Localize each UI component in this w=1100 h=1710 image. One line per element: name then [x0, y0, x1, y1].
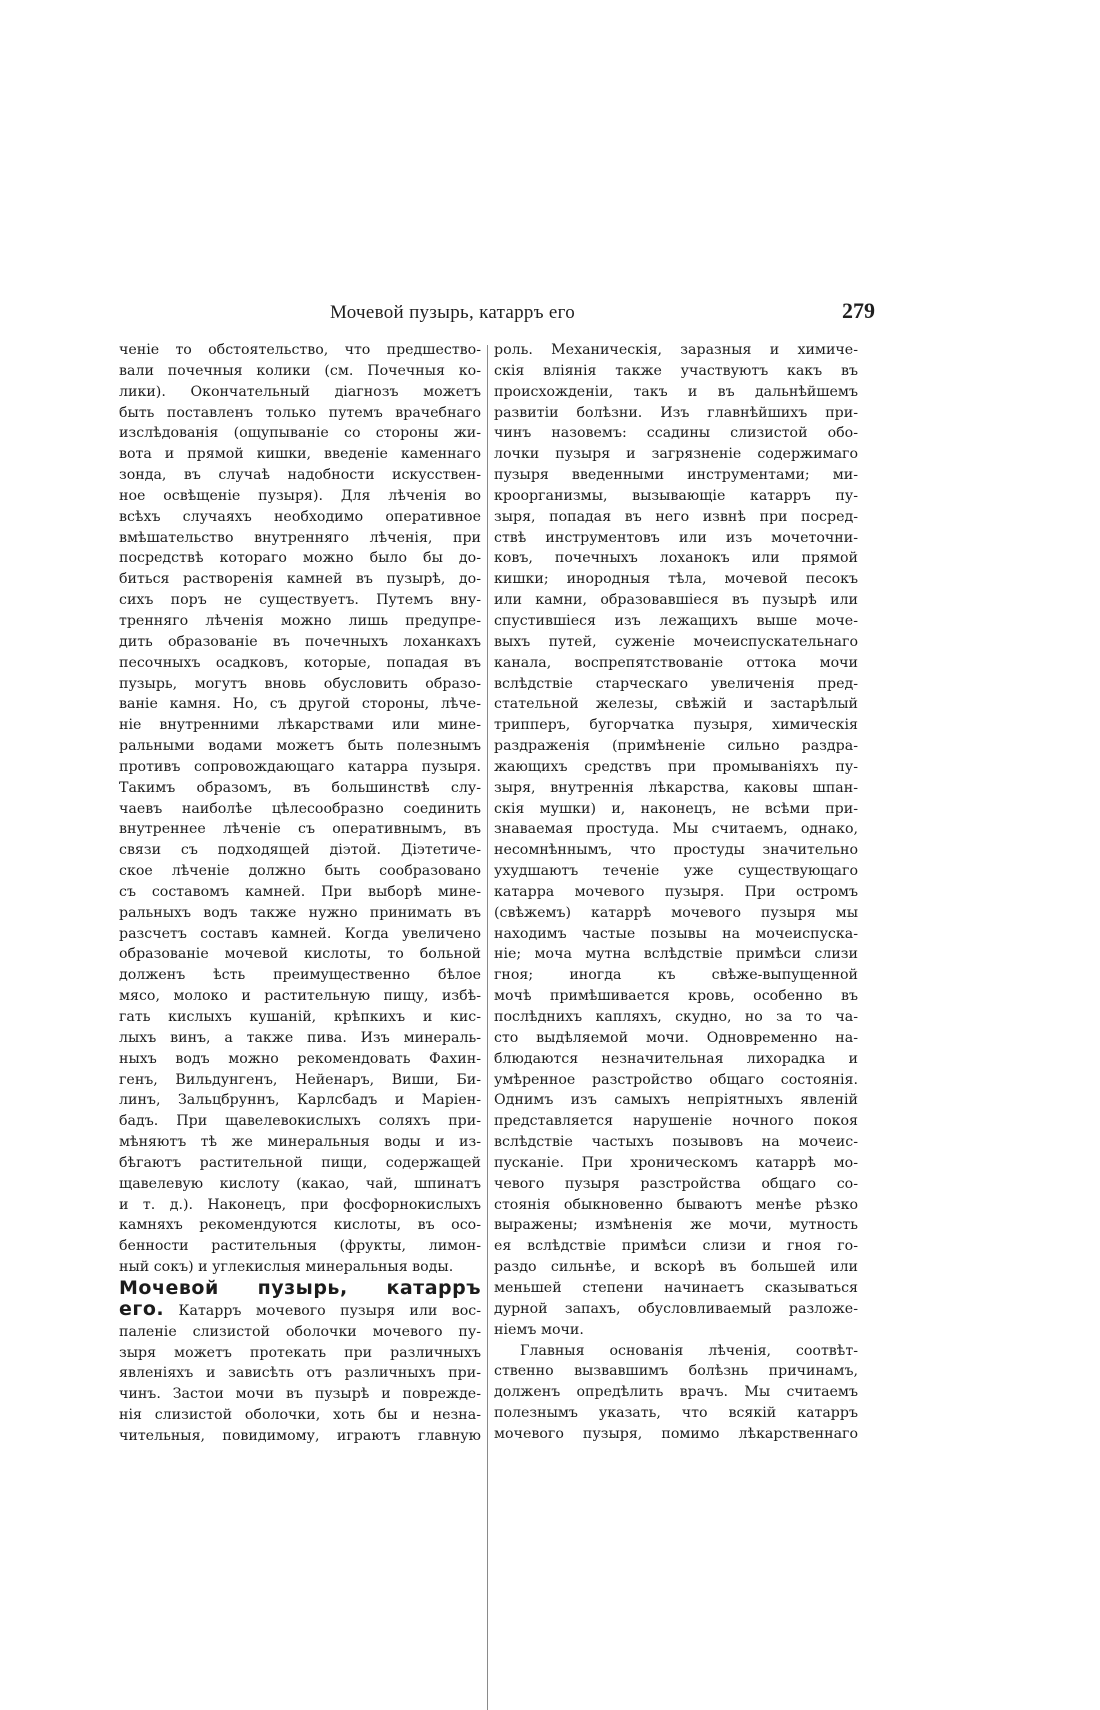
text-line: сихъ поръ не существуетъ. Путемъ вну-	[119, 592, 481, 609]
text-line: вали почечныя колики (см. Почечныя ко-	[119, 362, 481, 379]
text-line: зыря, попадая въ него извнѣ при посред-	[494, 508, 858, 525]
text-line: зыря можетъ протекать при различныхъ	[119, 1344, 481, 1361]
text-line: ніемъ мочи.	[494, 1321, 584, 1338]
text-line: чевого пузыря разстройства общаго со-	[494, 1175, 858, 1192]
text-line: ніе внутренними лѣкарствами или мине-	[119, 717, 481, 734]
text-line: лочки пузыря и загрязненіе содержимаго	[494, 446, 858, 463]
text-line: бенности растительныя (фрукты, лимон-	[119, 1238, 481, 1255]
text-line: чинъ. Застои мочи въ пузырѣ и поврежде-	[119, 1386, 481, 1403]
text-line: ный сокъ) и углекислыя минеральныя воды.	[119, 1259, 454, 1276]
text-line: долженъ ѣсть преимущественно бѣлое	[119, 967, 481, 984]
text-line: дить образованіе въ почечныхъ лоханкахъ	[119, 633, 481, 650]
text-line: скія вліянія также участвуютъ какъ въ	[494, 362, 858, 379]
text-line: тренняго лѣченія можно лишь предупре-	[119, 612, 481, 629]
text-line: жающихъ средствъ при промываніяхъ пу-	[494, 758, 858, 775]
text-line: вмѣшательство внутренняго лѣченія, при	[119, 529, 481, 546]
text-line: Однимъ изъ самыхъ непріятныхъ явленій	[494, 1092, 858, 1109]
text-line: стательной железы, свѣжій и застарѣлый	[494, 696, 858, 713]
text-line: послѣднихъ капляхъ, скудно, но за то ча-	[494, 1009, 858, 1025]
text-line: раздраженія (примѣненіе сильно раздра-	[494, 738, 858, 755]
text-line: ственно вызвавшимъ болѣзнь причинамъ,	[494, 1363, 858, 1380]
text-line: мѣняютъ тѣ же минеральныя воды и из-	[119, 1134, 481, 1151]
right-paragraph-1	[494, 340, 858, 1341]
text-line: паленіе слизистой оболочки мочевого пу-	[119, 1323, 481, 1340]
text-line: быть поставленъ только путемъ врачебнаго	[119, 404, 481, 421]
text-line: внутреннее лѣченіе съ оперативнымъ, въ	[119, 821, 481, 838]
page-number: 279	[842, 298, 875, 323]
text-line: кишки; инородныя тѣла, мочевой песокъ	[494, 571, 858, 588]
text-line: умѣренное разстройство общаго состоянія.	[494, 1071, 858, 1088]
text-line: ральными водами можетъ быть полезнымъ	[119, 738, 481, 755]
text-line: мочевого пузыря, помимо лѣкарственнаго	[494, 1425, 858, 1442]
text-line: канала, воспрепятствованіе оттока мочи	[494, 654, 858, 671]
text-line: сто выдѣляемой мочи. Одновременно на-	[494, 1029, 858, 1046]
left-column	[119, 340, 481, 1447]
left-paragraph	[119, 340, 481, 1278]
text-line: биться растворенія камней въ пузырѣ, до-	[119, 571, 481, 588]
text-line: долженъ опредѣлить врачъ. Мы считаемъ	[494, 1384, 858, 1401]
text-line: бадъ. При щавелевокислыхъ соляхъ при-	[119, 1113, 481, 1130]
text-line: Такимъ образомъ, въ большинствѣ слу-	[119, 779, 481, 796]
text-fragment: Катарръ мочевого пузыря или вос-	[178, 1302, 481, 1319]
text-line: ральныхъ водъ также нужно принимать въ	[119, 904, 481, 921]
text-line: катарра мочевого пузыря. При остромъ	[494, 883, 858, 900]
text-line: пузыря введенными инструментами; ми-	[494, 467, 858, 484]
text-line: посредствѣ котораго можно было бы до-	[119, 550, 481, 567]
text-line: чинъ назовемъ: ссадины слизистой обо-	[494, 425, 858, 442]
text-line: вслѣдствіе частыхъ позывовъ на мочеис-	[494, 1134, 858, 1151]
text-line: знаваемая простуда. Мы считаемъ, однако,	[494, 821, 858, 838]
text-line: несомнѣннымъ, что простуды значительно	[494, 842, 858, 859]
entry-heading: Мочевой пузырь, катарръ	[119, 1277, 481, 1299]
text-line: находимъ частые позывы на мочеиспуска-	[494, 925, 858, 942]
text-line: блюдаются незначительная лихорадка и	[494, 1050, 858, 1067]
text-line: раздо сильнѣе, и вскорѣ въ большей или	[494, 1259, 858, 1276]
text-line: связи съ подходящей діэтой. Діэтетиче-	[119, 842, 481, 859]
text-line: противъ сопровождающаго катарра пузыря.	[119, 758, 481, 775]
right-column	[494, 340, 858, 1445]
text-line: ухудшаютъ теченіе уже существующаго	[494, 863, 858, 880]
text-line: происхожденіи, такъ и въ дальнѣйшемъ	[494, 383, 858, 400]
entry-line-with-heading	[119, 1299, 481, 1322]
text-line: стоянія обыкновенно бываютъ менѣе рѣзко	[494, 1196, 858, 1213]
text-line: камняхъ рекомендуются кислоты, въ осо-	[119, 1217, 481, 1234]
text-line: спустившіеся изъ лежащихъ выше моче-	[494, 612, 858, 629]
text-line: мочѣ примѣшивается кровь, особенно въ	[494, 988, 858, 1005]
text-line: дурной запахъ, обусловливаемый разложе-	[494, 1300, 858, 1317]
text-line: выхъ путей, суженіе мочеиспускательнаго	[494, 633, 858, 650]
text-line: ченіе то обстоятельство, что предшество-	[119, 342, 481, 358]
text-line: полезнымъ указать, что всякій катарръ	[494, 1405, 858, 1422]
text-line: изслѣдованія (ощупываніе со стороны жи-	[119, 425, 481, 442]
text-line: песочныхъ осадковъ, которые, попадая въ	[119, 654, 481, 671]
running-head: Мочевой пузырь, катарръ его	[330, 302, 576, 323]
text-line: меньшей степени начинаетъ сказываться	[494, 1279, 858, 1296]
text-line: трипперъ, бугорчатка пузыря, химическія	[494, 717, 858, 734]
text-line: съ составомъ камней. При выборѣ мине-	[119, 883, 481, 900]
text-line: разсчетъ составъ камней. Когда увеличено	[119, 925, 481, 942]
text-line: Главныя основанія лѣченія, соотвѣт-	[520, 1342, 858, 1359]
text-line: пузырь, могутъ вновь обусловить образо-	[119, 675, 481, 692]
column-divider	[487, 345, 488, 1710]
text-line: (свѣжемъ) катаррѣ мочевого пузыря мы	[494, 904, 858, 921]
text-line: явленіяхъ и зависѣть отъ различныхъ при-	[119, 1365, 481, 1382]
text-line: бѣгаютъ растительной пищи, содержащей	[119, 1154, 481, 1171]
entry-heading-end: его.	[119, 1298, 165, 1320]
text-line: вслѣдствіе старческаго увеличенія пред-	[494, 675, 858, 692]
text-line: или камни, образовавшіеся въ пузырѣ или	[494, 592, 858, 609]
text-line: лыхъ винъ, а также пива. Изъ минераль-	[119, 1029, 481, 1046]
text-line: щавелевую кислоту (какао, чай, шпинатъ	[119, 1175, 481, 1192]
text-line: генъ, Вильдунгенъ, Нейенаръ, Виши, Би-	[119, 1071, 481, 1088]
text-line: выражены; измѣненія же мочи, мутность	[494, 1217, 858, 1234]
text-line: линъ, Зальцбруннъ, Карлсбадъ и Маріен-	[119, 1092, 481, 1109]
encyclopedia-entry	[119, 1278, 481, 1447]
text-line: ваніе камня. Но, съ другой стороны, лѣче-	[119, 696, 481, 713]
text-line: роль. Механическія, заразныя и химиче-	[494, 342, 858, 358]
text-line: зыря, внутреннія лѣкарства, каковы шпан-	[494, 779, 858, 796]
text-line: пусканіе. При хроническомъ катаррѣ мо-	[494, 1154, 858, 1171]
text-line: зонда, въ случаѣ надобности искусствен-	[119, 467, 481, 484]
right-paragraph-2	[494, 1341, 858, 1445]
text-line: ствѣ инструментовъ или изъ мочеточни-	[494, 529, 858, 546]
text-line: кроорганизмы, вызывающіе катарръ пу-	[494, 487, 858, 504]
text-line: ное освѣщеніе пузыря). Для лѣченія во	[119, 487, 481, 504]
text-line: ское лѣченіе должно быть сообразовано	[119, 863, 481, 880]
text-line: представляется нарушеніе ночного покоя	[494, 1113, 858, 1130]
text-line: гноя; иногда къ свѣже-выпущенной	[494, 967, 858, 984]
text-line: лики). Окончательный діагнозъ можетъ	[119, 383, 481, 400]
text-line: нія слизистой оболочки, хоть бы и незна-	[119, 1407, 481, 1424]
text-line: мясо, молоко и растительную пищу, избѣ-	[119, 988, 481, 1005]
text-line: ея вслѣдствіе примѣси слизи и гноя го-	[494, 1238, 858, 1255]
text-line: развитіи болѣзни. Изъ главнѣйшихъ при-	[494, 404, 858, 421]
text-line: ковъ, почечныхъ лоханокъ или прямой	[494, 550, 858, 567]
text-line: гать кислыхъ кушаній, крѣпкихъ и кис-	[119, 1009, 481, 1025]
text-line: чительныя, повидимому, играютъ главную	[119, 1427, 481, 1444]
text-line: и т. д.). Наконецъ, при фосфорнокислыхъ	[119, 1196, 481, 1213]
text-line: чаевъ наиболѣе цѣлесообразно соединить	[119, 800, 481, 817]
text-line: вота и прямой кишки, введеніе каменнаго	[119, 446, 481, 463]
text-line: всѣхъ случаяхъ необходимо оперативное	[119, 508, 481, 525]
text-line: образованіе мочевой кислоты, то больной	[119, 946, 481, 963]
text-line: ніе; моча мутна вслѣдствіе примѣси слизи	[494, 946, 858, 963]
text-line: ныхъ водъ можно рекомендовать Фахин-	[119, 1050, 481, 1067]
text-line: скія мушки) и, наконецъ, не всѣми при-	[494, 800, 858, 817]
